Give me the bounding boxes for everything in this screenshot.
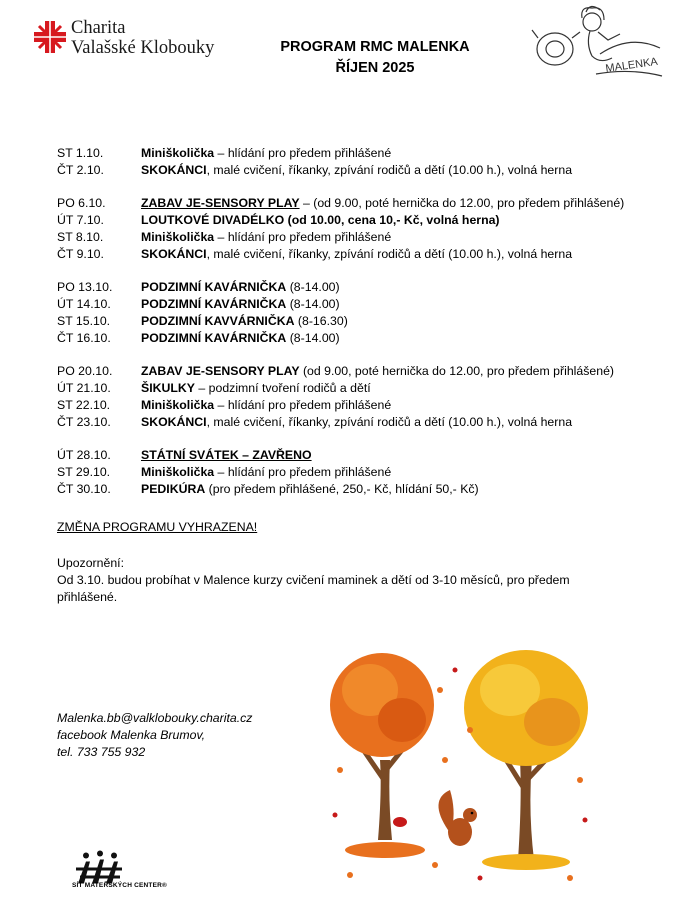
contact-phone: tel. 733 755 932: [57, 745, 146, 759]
event-details: (od 9.00, poté hernička do 12.00, pro předem přihlášené): [299, 364, 615, 378]
event-details: – podzimní tvoření rodičů a dětí: [194, 381, 371, 395]
schedule-row: [57, 414, 657, 431]
schedule-day: ČT 16.10.: [57, 331, 111, 345]
schedule-day: ÚT 28.10.: [57, 448, 111, 462]
event-title: ZABAV JE-SENSORY PLAY: [141, 196, 300, 210]
contact-facebook: facebook Malenka Brumov,: [57, 728, 206, 742]
schedule-row: [57, 397, 657, 414]
schedule-row: [57, 464, 657, 481]
event-title: Miniškolička: [141, 398, 215, 412]
event-title: PODZIMNÍ KAVÁRNIČKA: [141, 280, 287, 294]
schedule-day: ST 8.10.: [57, 230, 104, 244]
event-title: PEDIKÚRA: [141, 482, 206, 496]
schedule-description: [141, 313, 348, 330]
notice-block: [57, 555, 617, 606]
charita-cross-icon: [33, 20, 67, 54]
contact-email[interactable]: Malenka.bb@valklobouky.charita.cz: [57, 711, 253, 725]
schedule-row: [57, 229, 657, 246]
schedule-description: [141, 195, 624, 212]
schedule-row: [57, 279, 657, 296]
autumn-trees-illustration: [330, 650, 592, 890]
schedule-description: [141, 464, 391, 481]
event-details: (pro předem přihlášené, 250,- Kč, hlídání 50,- Kč): [205, 482, 479, 496]
schedule-day: ÚT 7.10.: [57, 213, 104, 227]
schedule-row: [57, 363, 657, 380]
org-name-line2: Valašské Klobouky: [71, 38, 215, 58]
contact-block: [57, 710, 252, 761]
page-title: [245, 37, 505, 79]
schedule-list: [57, 145, 657, 498]
schedule-description: [141, 330, 340, 347]
schedule-day: ČT 30.10.: [57, 482, 111, 496]
event-details: , malé cvičení, říkanky, zpívání rodičů a dětí (10.00 h.), volná herna: [206, 247, 573, 261]
schedule-row: [57, 481, 657, 498]
schedule-day: PO 6.10.: [57, 196, 106, 210]
schedule-day: ČT 2.10.: [57, 163, 104, 177]
event-title: PODZIMNÍ KAVÁRNIČKA: [141, 331, 287, 345]
event-title: ŠIKULKY: [141, 381, 195, 395]
schedule-description: [141, 296, 340, 313]
schedule-description: [141, 145, 391, 162]
event-details: (8-14.00): [286, 280, 340, 294]
event-details: – hlídání pro předem přihlášené: [214, 230, 392, 244]
event-details: – hlídání pro předem přihlášené: [214, 146, 392, 160]
schedule-day: ST 22.10.: [57, 398, 111, 412]
schedule-day: ČT 9.10.: [57, 247, 104, 261]
event-title: Miniškolička: [141, 146, 215, 160]
org-name-line1: Charita: [71, 18, 126, 38]
schedule-row: [57, 212, 657, 229]
event-title: Miniškolička: [141, 230, 215, 244]
event-title: SKOKÁNCI: [141, 163, 207, 177]
event-title: Miniškolička: [141, 465, 215, 479]
event-details: (8-14.00): [286, 297, 340, 311]
schedule-day: ST 1.10.: [57, 146, 104, 160]
schedule-day: PO 20.10.: [57, 364, 113, 378]
schedule-description: [141, 162, 572, 179]
event-title: LOUTKOVÉ DIVADÉLKO (od 10.00, cena 10,- Kč, volná herna): [141, 213, 500, 227]
event-title: PODZIMNÍ KAVÁRNIČKA: [141, 297, 287, 311]
malenka-logo-text: MALENKA: [604, 55, 659, 75]
charita-logo: [33, 18, 214, 58]
schedule-description: [141, 229, 391, 246]
schedule-gap: [57, 263, 657, 279]
event-title: PODZIMNÍ KAVVÁRNIČKA: [141, 314, 295, 328]
schedule-row: [57, 162, 657, 179]
event-details: , malé cvičení, říkanky, zpívání rodičů a dětí (10.00 h.), volná herna: [206, 163, 573, 177]
schedule-description: [141, 414, 572, 431]
schedule-row: [57, 330, 657, 347]
schedule-gap: [57, 431, 657, 447]
program-change-notice: ZMĚNA PROGRAMU VYHRAZENA!: [57, 520, 258, 534]
smc-network-label: SÍŤ MATEŘSKÝCH CENTER®: [72, 882, 168, 889]
event-details: – hlídání pro předem přihlášené: [214, 465, 392, 479]
event-title: ZABAV JE-SENSORY PLAY: [141, 364, 300, 378]
title-month: ŘÍJEN 2025: [335, 60, 415, 76]
schedule-day: ÚT 21.10.: [57, 381, 111, 395]
schedule-day: ÚT 14.10.: [57, 297, 111, 311]
schedule-description: [141, 447, 312, 464]
schedule-row: [57, 296, 657, 313]
schedule-day: ČT 23.10.: [57, 415, 111, 429]
schedule-description: [141, 481, 479, 498]
event-title: STÁTNÍ SVÁTEK – ZAVŘENO: [141, 448, 312, 462]
schedule-description: [141, 363, 614, 380]
schedule-day: PO 13.10.: [57, 280, 113, 294]
schedule-day: ST 29.10.: [57, 465, 111, 479]
schedule-gap: [57, 347, 657, 363]
event-details: (8-16.30): [294, 314, 348, 328]
schedule-description: [141, 212, 500, 229]
schedule-gap: [57, 179, 657, 195]
schedule-row: [57, 145, 657, 162]
schedule-row: [57, 447, 657, 464]
title-program: PROGRAM RMC MALENKA: [280, 39, 470, 55]
notice-heading: Upozornění:: [57, 556, 124, 570]
event-details: – (od 9.00, poté hernička do 12.00, pro předem přihlášené): [299, 196, 625, 210]
event-details: – hlídání pro předem přihlášené: [214, 398, 392, 412]
schedule-row: [57, 380, 657, 397]
schedule-row: [57, 313, 657, 330]
event-title: SKOKÁNCI: [141, 247, 207, 261]
schedule-row: [57, 246, 657, 263]
malenka-mascot-logo: [530, 4, 665, 82]
event-details: , malé cvičení, říkanky, zpívání rodičů a dětí (10.00 h.), volná herna: [206, 415, 573, 429]
notice-text: Od 3.10. budou probíhat v Malence kurzy cvičení maminek a dětí od 3-10 měsíců, pro předem přihlášené.: [57, 573, 570, 604]
schedule-description: [141, 380, 371, 397]
schedule-day: ST 15.10.: [57, 314, 111, 328]
event-title: SKOKÁNCI: [141, 415, 207, 429]
schedule-description: [141, 397, 391, 414]
schedule-row: [57, 195, 657, 212]
event-details: (8-14.00): [286, 331, 340, 345]
schedule-description: [141, 279, 340, 296]
schedule-description: [141, 246, 572, 263]
